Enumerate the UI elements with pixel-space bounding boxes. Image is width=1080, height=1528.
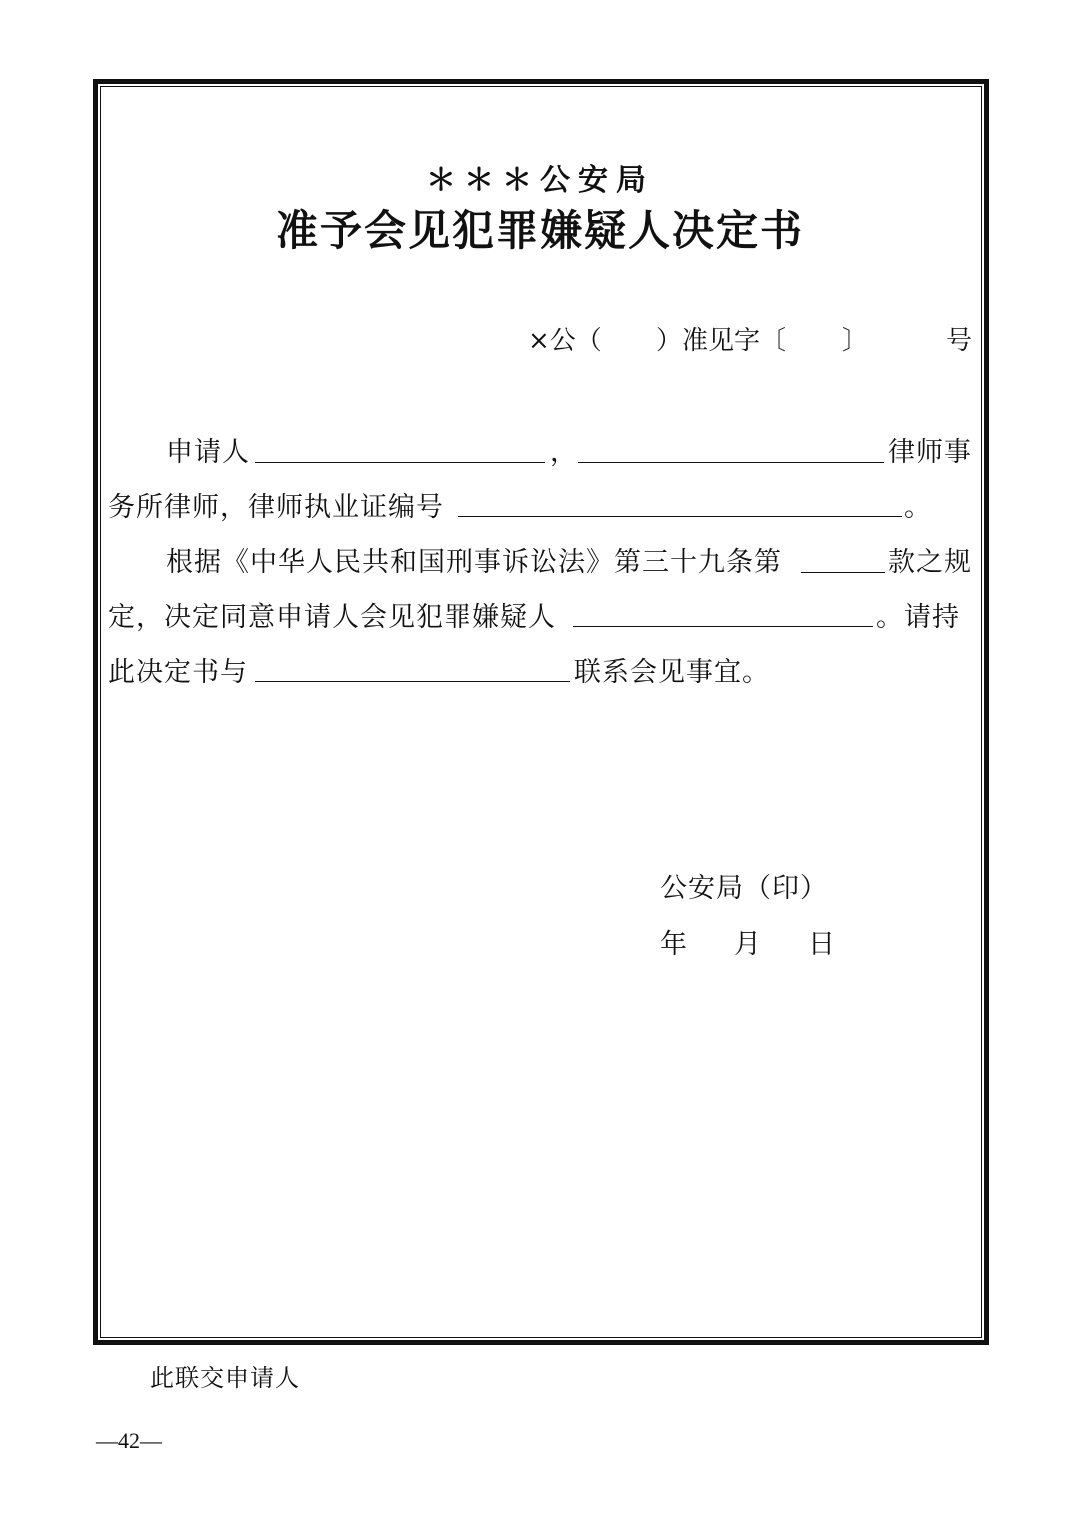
document-title: 准予会见犯罪嫌疑人决定书 [275,206,804,255]
date-day: 日 [808,929,836,960]
applicant-label: 申请人 [166,437,250,468]
doc-number-suffix: 号 [946,326,973,356]
legal-basis-text: 根据《中华人民共和国刑事诉讼法》第三十九条第 [166,547,782,578]
date-month: 月 [734,929,762,960]
clause-suffix: 款之规 [888,547,972,578]
license-label: 务所律师，律师执业证编号 [108,492,444,523]
clause-number-blank[interactable] [801,572,885,573]
date-year: 年 [660,929,688,960]
comma: ， [550,437,578,468]
doc-number-prefix: ×公（ [528,326,602,356]
doc-number-middle: ）准见字〔 [656,326,787,356]
contact-suffix: 联系会见事宜。 [574,657,770,688]
law-firm-label: 律师事 [888,437,972,468]
license-number-blank[interactable] [458,516,902,517]
applicant-name-blank[interactable] [255,462,545,463]
seal-label: 公安局（印） [660,873,828,904]
issuing-authority: ＊＊＊公安局 [426,163,654,198]
document-inner-border [100,86,982,1338]
page-number: —42— [96,1428,162,1453]
law-firm-blank[interactable] [578,462,884,463]
copy-note: 此联交申请人 [150,1364,300,1392]
period: 。 [904,492,932,523]
decision-text: 定，决定同意申请人会见犯罪嫌疑人 [108,602,556,633]
doc-number-bracket-close: 〕 [842,326,869,356]
decision-suffix: 。请持 [876,602,960,633]
contact-unit-blank[interactable] [255,681,570,682]
suspect-name-blank[interactable] [573,626,873,627]
contact-text: 此决定书与 [108,657,248,688]
